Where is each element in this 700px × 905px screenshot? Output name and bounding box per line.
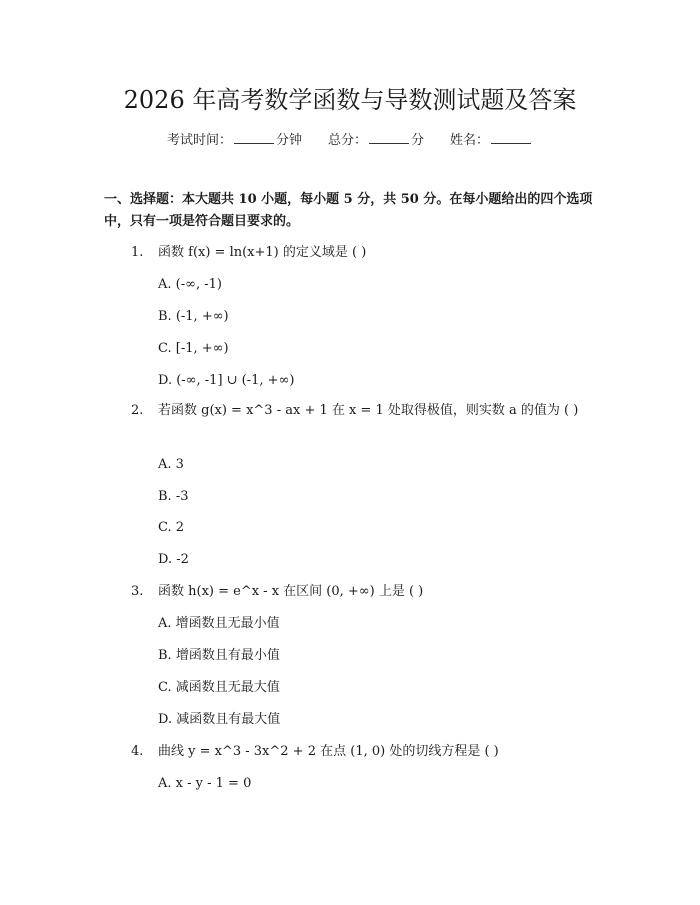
question-number: 3. (131, 584, 144, 599)
question-number: 2. (131, 403, 144, 418)
time-blank (234, 131, 274, 144)
score-unit: 分 (411, 133, 425, 148)
option-a: A. x - y - 1 = 0 (158, 776, 252, 791)
option-b: B. 增函数且有最小值 (158, 648, 280, 663)
option-a: A. (-∞, -1) (158, 277, 222, 292)
option-b: B. -3 (158, 489, 189, 504)
question-stem: 函数 f(x) = ln(x+1) 的定义域是 ( ) (158, 245, 367, 260)
score-label: 总分： (327, 133, 367, 148)
option-a: A. 增函数且无最小值 (158, 616, 280, 631)
option-d: D. 减函数且有最大值 (158, 712, 281, 727)
option-c: C. 减函数且无最大值 (158, 680, 280, 695)
question-stem: 函数 h(x) = e^x - x 在区间 (0, +∞) 上是 ( ) (158, 584, 424, 599)
question-number: 1. (131, 245, 144, 260)
exam-info-line (0, 131, 700, 150)
time-unit: 分钟 (275, 133, 302, 148)
score-blank (369, 131, 409, 144)
question-stem: 曲线 y = x^3 - 3x^2 + 2 在点 (1, 0) 处的切线方程是 ( ) (158, 744, 499, 759)
option-d: D. -2 (158, 552, 189, 567)
time-label: 考试时间： (166, 133, 232, 148)
section-heading: 一、选择题：本大题共 10 小题，每小题 5 分，共 50 分。在每小题给出的四个选项中，只有一项是符合题目要求的。 (104, 192, 593, 229)
name-blank (491, 131, 531, 144)
page-title: 2026 年高考数学函数与导数测试题及答案 (123, 86, 577, 114)
question-number: 4. (131, 744, 144, 759)
option-a: A. 3 (158, 457, 184, 472)
option-c: C. [-1, +∞) (158, 341, 229, 356)
option-c: C. 2 (158, 520, 185, 535)
question-stem: 若函数 g(x) = x^3 - ax + 1 在 x = 1 处取得极值，则实数 a 的值为 ( ) (158, 403, 579, 418)
name-label: 姓名： (450, 133, 490, 148)
option-d: D. (-∞, -1] ∪ (-1, +∞) (158, 373, 295, 388)
option-b: B. (-1, +∞) (158, 309, 229, 324)
